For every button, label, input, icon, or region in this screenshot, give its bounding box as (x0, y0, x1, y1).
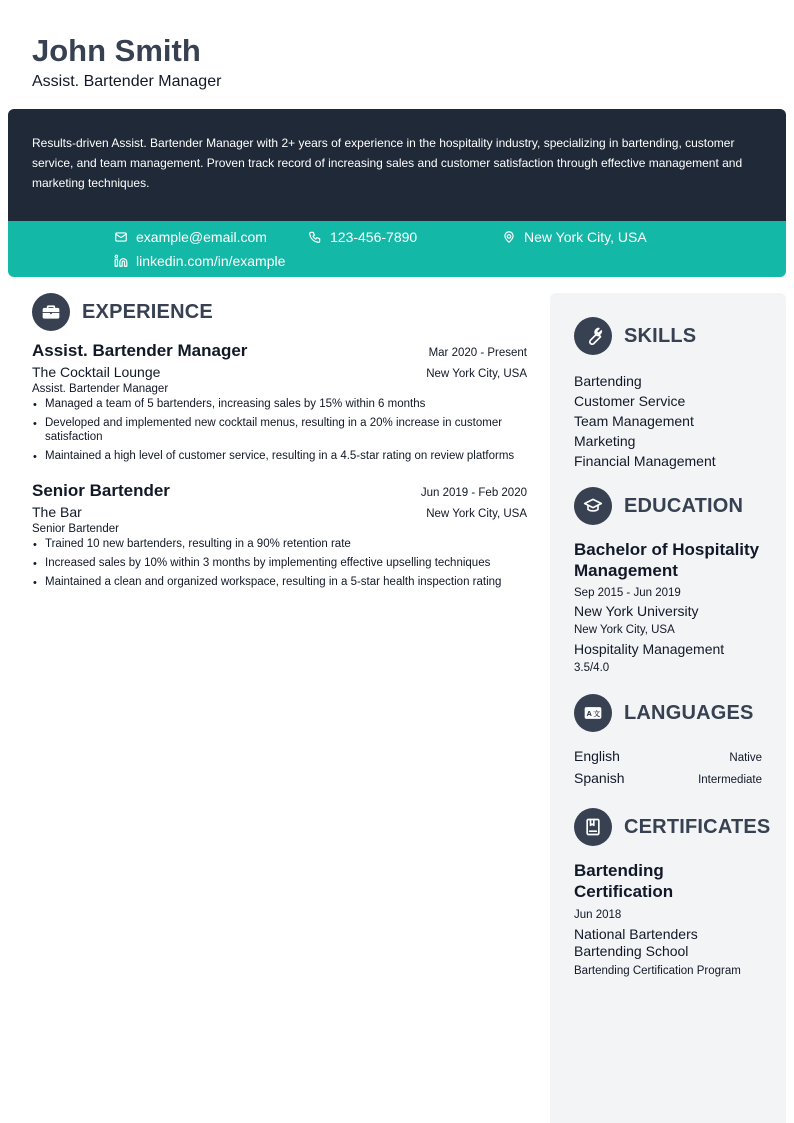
language-row (574, 746, 762, 768)
book-icon (574, 808, 612, 846)
language-level: Intermediate (698, 774, 762, 786)
education-section (574, 487, 762, 676)
job-company: The Cocktail Lounge (32, 364, 161, 380)
mail-icon (114, 230, 128, 244)
job-bullets (32, 397, 527, 463)
skill-item: Team Management (574, 413, 694, 429)
job-bullet: • Increased sales by 10% within 3 months by implementing effective upselling techniques (32, 556, 527, 570)
job-location: New York City, USA (426, 508, 527, 520)
skills-list (574, 371, 762, 471)
skills-heading (574, 317, 762, 355)
job-bullet: • Managed a team of 5 bartenders, increasing sales by 15% within 6 months (32, 397, 527, 411)
candidate-title: Assist. Bartender Manager (32, 73, 222, 90)
certificate-program: Bartending Certification Program (574, 965, 741, 977)
graduation-cap-icon (574, 487, 612, 525)
experience-title: EXPERIENCE (82, 300, 213, 323)
education-dates: Sep 2015 - Jun 2019 (574, 587, 681, 599)
experience-heading (32, 293, 527, 331)
job-entry (32, 341, 527, 463)
translate-icon (574, 694, 612, 732)
job-bullets (32, 537, 527, 589)
job-bullet: • Maintained a high level of customer service, resulting in a 4.5-star rating on review platforms (32, 449, 527, 463)
certificate-date: Jun 2018 (574, 909, 622, 921)
education-gpa: 3.5/4.0 (574, 662, 610, 674)
contact-phone[interactable] (308, 229, 417, 245)
svg-text:A: A (586, 709, 592, 718)
resume-header (32, 32, 221, 91)
education-degree: Bachelor of Hospitality Management (574, 540, 760, 580)
skill-item: Bartending (574, 373, 642, 389)
certificate-issuer: National Bartenders Bartending School (574, 926, 698, 959)
contact-linkedin[interactable] (114, 253, 285, 269)
job-entry (32, 481, 527, 589)
skills-section (574, 317, 762, 471)
job-dates: Mar 2020 - Present (428, 347, 527, 359)
certificate-name: Bartending Certification (574, 861, 674, 901)
job-bullet: • Trained 10 new bartenders, resulting in a 90% retention rate (32, 537, 527, 551)
education-school: New York University (574, 603, 699, 619)
briefcase-icon (32, 293, 70, 331)
skill-item: Marketing (574, 433, 636, 449)
sidebar (550, 293, 786, 1123)
languages-heading (574, 694, 762, 732)
job-role: Assist. Bartender Manager (32, 383, 169, 395)
contact-email[interactable] (114, 229, 267, 245)
skill-item: Customer Service (574, 393, 686, 409)
job-dates: Jun 2019 - Feb 2020 (420, 487, 527, 499)
languages-list (574, 746, 762, 790)
experience-section (32, 293, 527, 594)
map-pin-icon (502, 230, 516, 244)
skill-item: Financial Management (574, 453, 716, 469)
education-location: New York City, USA (574, 624, 675, 636)
linkedin-text: linkedin.com/in/example (136, 253, 286, 269)
education-heading (574, 487, 762, 525)
svg-text:文: 文 (593, 709, 601, 718)
summary-text: Results-driven Assist. Bartender Manager with 2+ years of experience in the hospitality industry, specializing in bartending, customer service, and team management. Proven track record of increasing sales and customer satisfaction through effective management and marketing techniques. (32, 136, 743, 190)
languages-title: LANGUAGES (624, 701, 754, 724)
job-role: Senior Bartender (32, 523, 119, 535)
language-name: Spanish (574, 770, 625, 786)
job-location: New York City, USA (426, 368, 527, 380)
phone-icon (308, 230, 322, 244)
language-level: Native (729, 752, 762, 764)
education-field: Hospitality Management (574, 641, 725, 657)
wrench-icon (574, 317, 612, 355)
phone-text: 123-456-7890 (330, 229, 418, 245)
linkedin-icon (114, 254, 128, 268)
job-title: Assist. Bartender Manager (32, 341, 248, 360)
certificates-heading (574, 808, 771, 846)
language-row (574, 768, 762, 790)
contact-location (502, 229, 647, 245)
job-bullet: • Developed and implemented new cocktail menus, resulting in a 20% increase in customer satisfaction (32, 416, 527, 444)
languages-section (574, 694, 762, 790)
language-name: English (574, 748, 620, 764)
job-company: The Bar (32, 504, 82, 520)
email-text: example@email.com (136, 229, 267, 245)
location-text: New York City, USA (524, 229, 647, 245)
summary-panel (8, 109, 786, 221)
job-bullet: • Maintained a clean and organized workspace, resulting in a 5-star health inspection rating (32, 575, 527, 589)
education-title: EDUCATION (624, 494, 744, 517)
certificates-section (574, 808, 771, 979)
certificates-title: CERTIFICATES (624, 815, 771, 838)
skills-title: SKILLS (624, 324, 697, 347)
contact-bar (8, 221, 786, 277)
job-title: Senior Bartender (32, 481, 170, 500)
candidate-name: John Smith (32, 33, 201, 68)
